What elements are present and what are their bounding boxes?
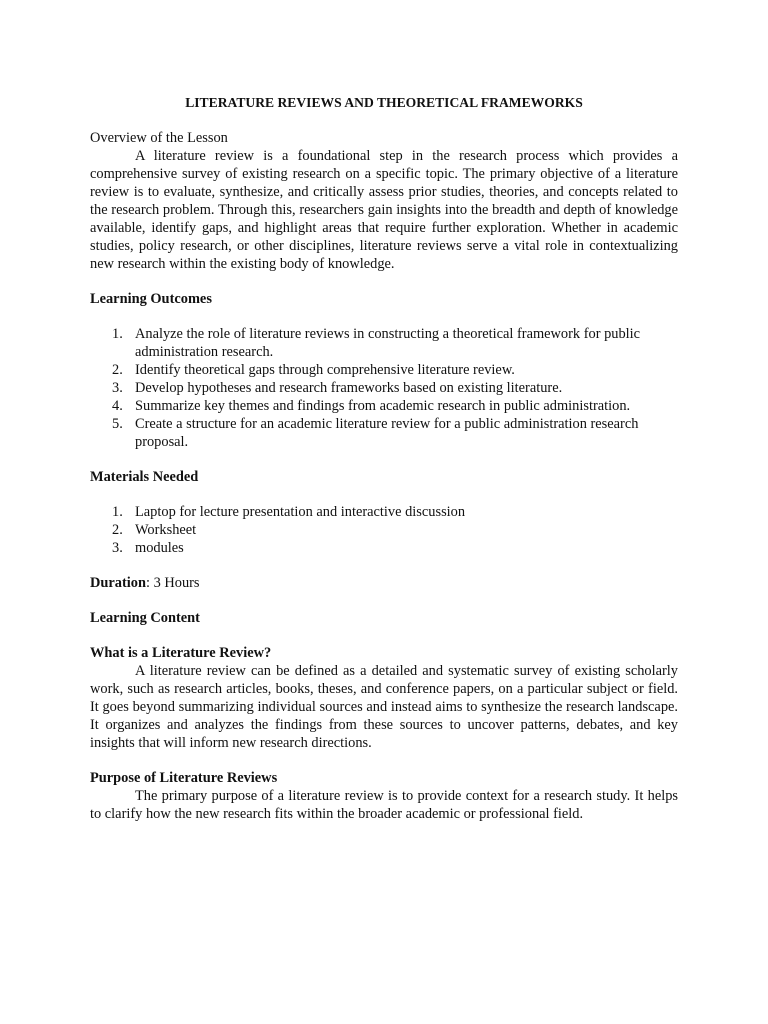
purpose-paragraph: The primary purpose of a literature review is to provide context for a research study. It helps to clarify how the new research fits within the broader academic or professional field. <box>90 788 678 822</box>
list-item-number: 3. <box>112 380 123 396</box>
list-item-text: Summarize key themes and findings from academic research in public administration. <box>135 398 631 414</box>
document-title: LITERATURE REVIEWS AND THEORETICAL FRAMEWORKS <box>185 95 583 110</box>
list-item-number: 3. <box>112 540 123 556</box>
list-item-text: Identify theoretical gaps through comprehensive literature review. <box>135 362 515 378</box>
list-item <box>90 361 678 379</box>
list-item-number: 2. <box>112 362 123 378</box>
list-item-text: modules <box>135 540 184 556</box>
learning-outcomes-heading: Learning Outcomes <box>90 291 212 307</box>
purpose-heading: Purpose of Literature Reviews <box>90 770 278 786</box>
list-item-number: 2. <box>112 522 123 538</box>
list-item <box>90 539 678 557</box>
list-item <box>90 415 678 451</box>
duration-value: : 3 Hours <box>145 575 200 591</box>
list-item <box>90 397 678 415</box>
document-page <box>90 94 678 823</box>
overview-heading: Overview of the Lesson <box>90 130 228 146</box>
list-item-number: 4. <box>112 398 123 414</box>
learning-content-heading: Learning Content <box>90 610 200 626</box>
list-item-text: Analyze the role of literature reviews in constructing a theoretical framework for public administration research. <box>135 326 641 360</box>
duration-line <box>90 574 678 592</box>
learning-outcomes-list <box>90 325 678 451</box>
list-item-text: Develop hypotheses and research frameworks based on existing literature. <box>135 380 563 396</box>
list-item-text: Create a structure for an academic literature review for a public administration research proposal. <box>135 416 639 450</box>
what-is-paragraph: A literature review can be defined as a detailed and systematic survey of existing scholarly work, such as research articles, books, theses, and conference papers, on a particular subject or field. It goes beyond summarizing individual sources and instead aims to synthesize the research landscape. It organizes and analyzes the findings from these sources to uncover patterns, debates, and key insights that will inform new research directions. <box>90 663 678 751</box>
what-is-heading: What is a Literature Review? <box>90 645 272 661</box>
materials-heading: Materials Needed <box>90 469 199 485</box>
list-item-number: 5. <box>112 416 123 432</box>
duration-label: Duration <box>90 575 146 591</box>
list-item-text: Worksheet <box>135 522 197 538</box>
list-item <box>90 325 678 361</box>
list-item-number: 1. <box>112 326 123 342</box>
list-item-text: Laptop for lecture presentation and interactive discussion <box>135 504 466 520</box>
list-item-number: 1. <box>112 504 123 520</box>
overview-paragraph: A literature review is a foundational step in the research process which provides a comprehensive survey of existing research on a specific topic. The primary objective of a literature review is to evaluate, synthesize, and critically assess prior studies, theories, and concepts related to the research problem. Through this, researchers gain insights into the breadth and depth of knowledge available, identify gaps, and highlight areas that require further exploration. Whether in academic studies, policy research, or other disciplines, literature reviews serve a vital role in contextualizing new research within the existing body of knowledge. <box>90 148 678 272</box>
list-item <box>90 521 678 539</box>
list-item <box>90 379 678 397</box>
list-item <box>90 503 678 521</box>
materials-list <box>90 503 678 557</box>
